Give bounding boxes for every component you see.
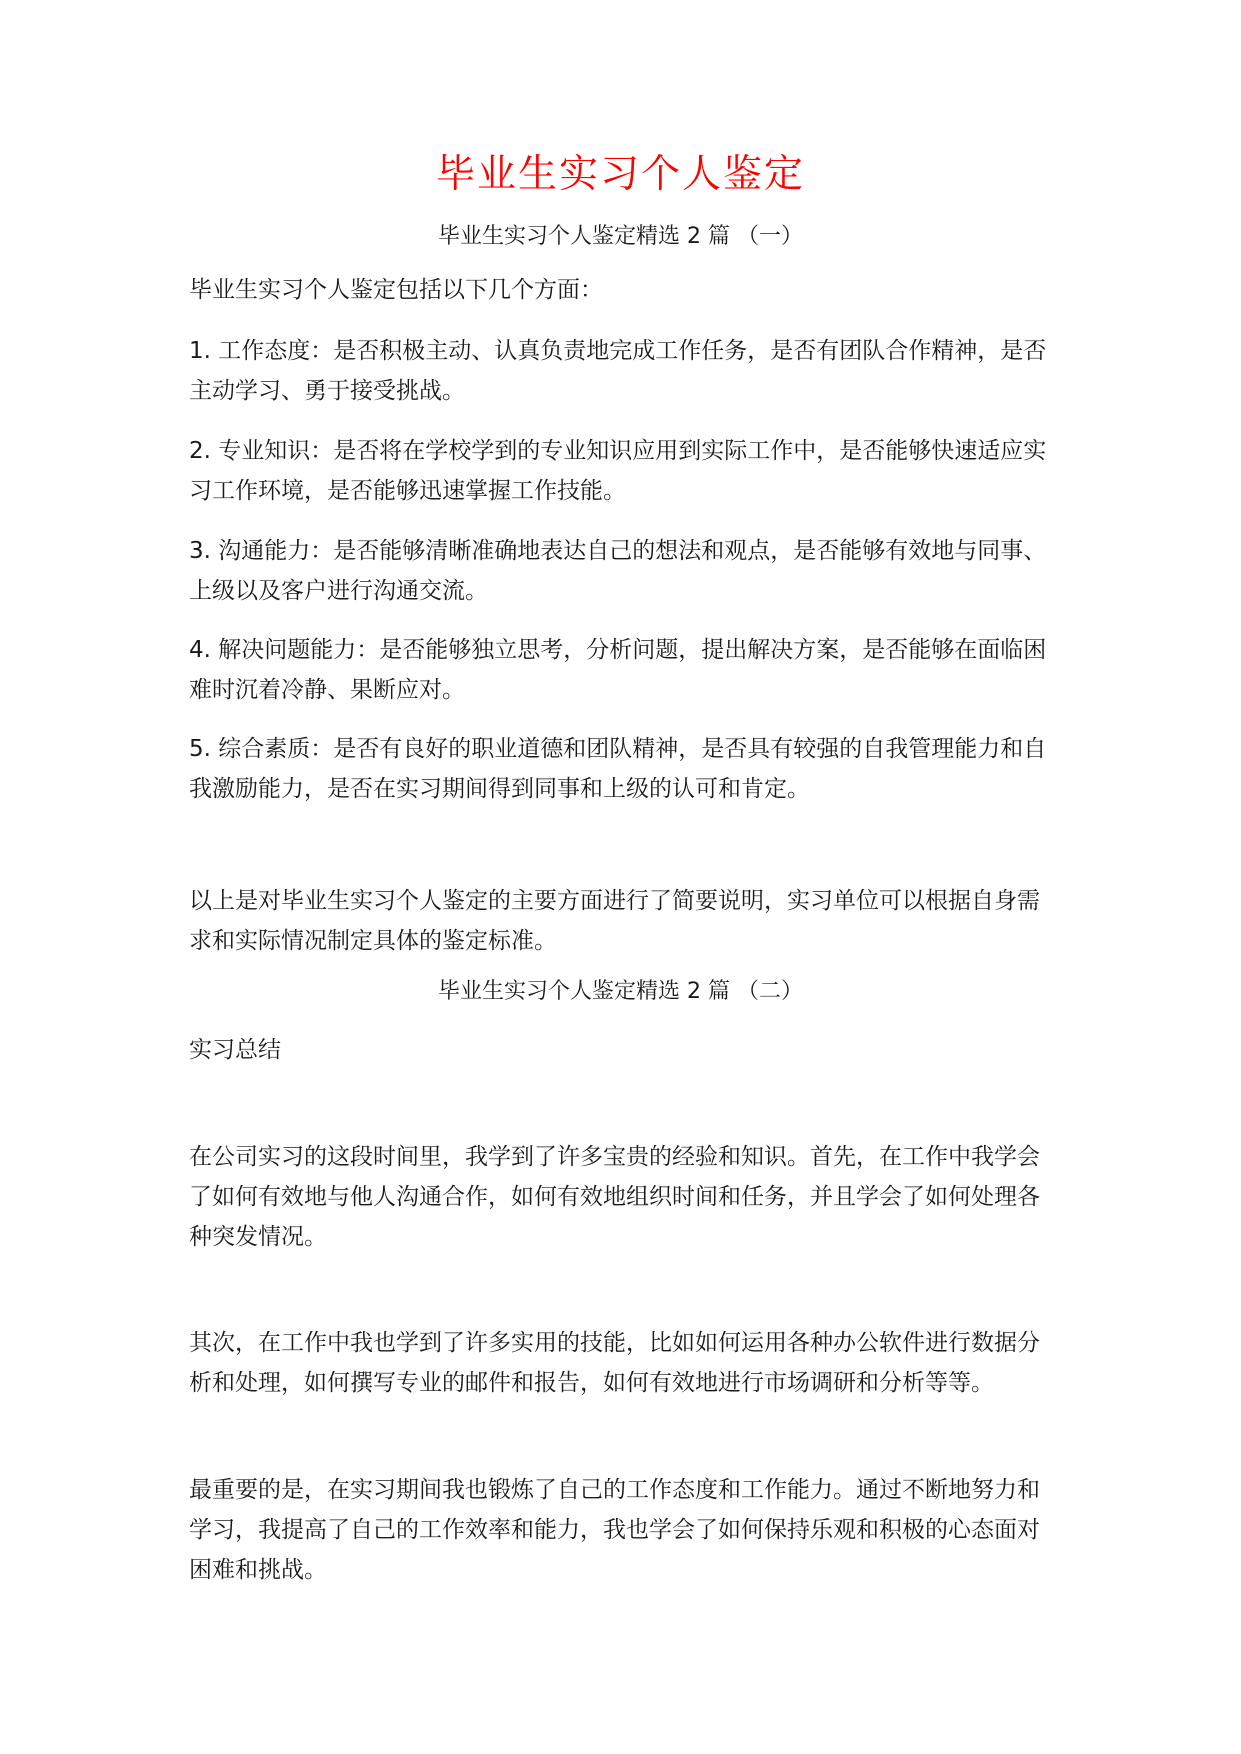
section2-paragraph-2: 其次，在工作中我也学到了许多实用的技能，比如如何运用各种办公软件进行数据分析和处理，如何撰写专业的邮件和报告，如何有效地进行市场调研和分析等等。 — [189, 1330, 1040, 1396]
section1-conclusion: 以上是对毕业生实习个人鉴定的主要方面进行了简要说明，实习单位可以根据自身需求和实际情况制定具体的鉴定标准。 — [189, 888, 1040, 954]
document-title: 毕业生实习个人鉴定 — [435, 152, 805, 197]
section1-item-5: 5. 综合素质：是否有良好的职业道德和团队精神，是否具有较强的自我管理能力和自我激励能力，是否在实习期间得到同事和上级的认可和肯定。 — [189, 736, 1047, 802]
section1-intro: 毕业生实习个人鉴定包括以下几个方面： — [189, 277, 603, 303]
section2-paragraph-3: 最重要的是，在实习期间我也锻炼了自己的工作态度和工作能力。通过不断地努力和学习，我提高了自己的工作效率和能力，我也学会了如何保持乐观和积极的心态面对困难和挑战。 — [189, 1477, 1040, 1583]
section2-paragraph-1: 在公司实习的这段时间里，我学到了许多宝贵的经验和知识。首先，在工作中我学会了如何有效地与他人沟通合作，如何有效地组织时间和任务，并且学会了如何处理各种突发情况。 — [189, 1144, 1040, 1250]
section1-item-2: 2. 专业知识：是否将在学校学到的专业知识应用到实际工作中，是否能够快速适应实习工作环境，是否能够迅速掌握工作技能。 — [189, 438, 1047, 504]
section2-subtitle: 实习总结 — [189, 1037, 281, 1063]
section-heading-2: 毕业生实习个人鉴定精选 2 篇 （二） — [438, 979, 803, 1004]
section-heading-1: 毕业生实习个人鉴定精选 2 篇 （一） — [438, 224, 803, 249]
section1-item-1: 1. 工作态度：是否积极主动、认真负责地完成工作任务，是否有团队合作精神，是否主动学习、勇于接受挑战。 — [189, 338, 1047, 404]
section1-item-4: 4. 解决问题能力：是否能够独立思考，分析问题，提出解决方案，是否能够在面临困难时沉着冷静、果断应对。 — [189, 637, 1047, 703]
section1-item-3: 3. 沟通能力：是否能够清晰准确地表达自己的想法和观点，是否能够有效地与同事、上级以及客户进行沟通交流。 — [189, 538, 1047, 604]
